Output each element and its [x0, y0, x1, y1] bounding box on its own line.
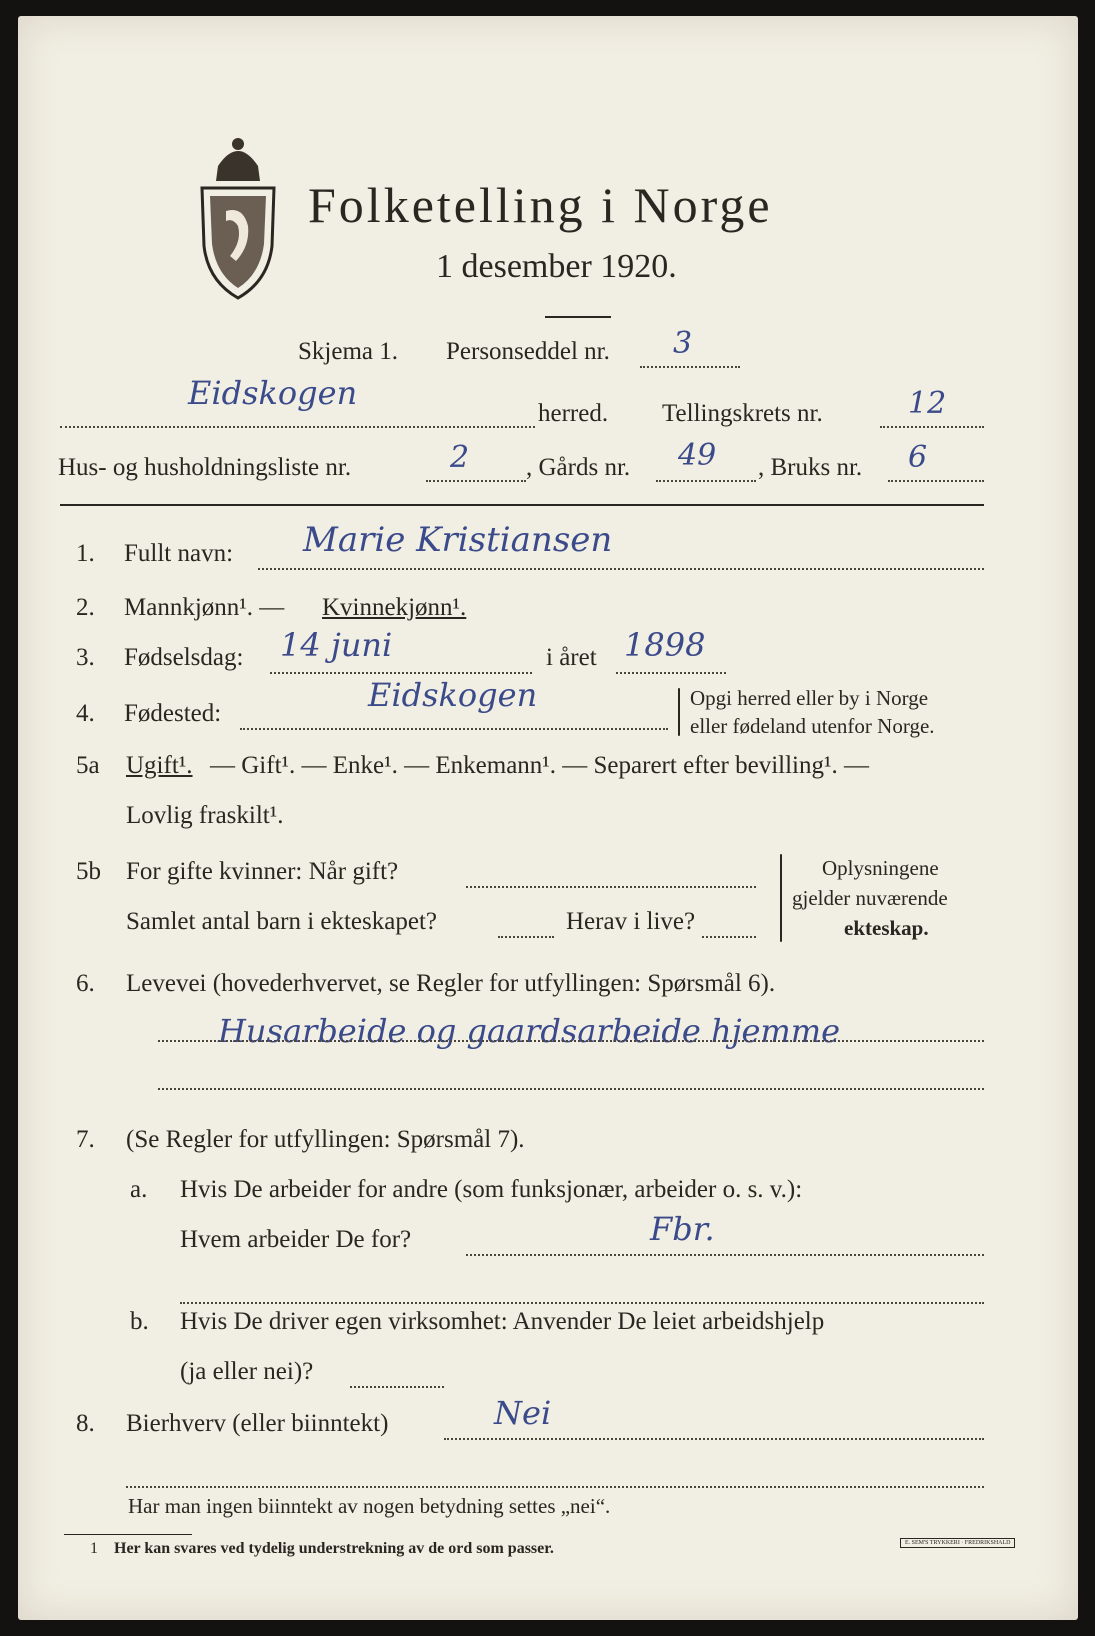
- q5b-note-2: gjelder nuværende: [792, 886, 948, 910]
- q3-number: 3.: [76, 644, 95, 671]
- herred-label: herred.: [538, 400, 609, 427]
- q5b-live-label: Herav i live?: [566, 908, 696, 935]
- nei-note: Har man ingen biinntekt av nogen betydning settes „nei“.: [128, 1494, 611, 1518]
- printer-stamp: E. SEM'S TRYKKERI · FREDRIKSHALD: [900, 1538, 1015, 1548]
- q4-note-1: Opgi herred eller by i Norge: [690, 686, 929, 710]
- divider: [545, 316, 611, 318]
- q4-line: [240, 728, 668, 730]
- q5b-barn-line: [498, 936, 554, 938]
- q4-note-2: eller fødeland utenfor Norge.: [690, 714, 935, 738]
- q7a-text: Hvis De arbeider for andre (som funksjonær, arbeider o. s. v.):: [180, 1176, 803, 1203]
- q6-line-1: [158, 1040, 984, 1042]
- header-rule: [60, 504, 984, 506]
- q3-label: Fødselsdag:: [124, 644, 244, 671]
- q5a-ugift: Ugift¹.: [126, 752, 193, 779]
- herred-line: [60, 426, 535, 428]
- q1-line: [258, 568, 984, 570]
- q1-label: Fullt navn:: [124, 540, 234, 567]
- tellingskrets-line: [880, 426, 984, 428]
- q8-value: Nei: [494, 1394, 552, 1432]
- q4-number: 4.: [76, 700, 95, 727]
- q5a-fraskilt: Lovlig fraskilt¹.: [126, 802, 284, 829]
- q2-number: 2.: [76, 594, 95, 621]
- q8-line: [444, 1438, 984, 1440]
- census-form-page: [18, 16, 1078, 1620]
- q5b-note-1: Oplysningene: [822, 856, 939, 880]
- q6-label: Levevei (hovederhvervet, se Regler for utfyllingen: Spørsmål 6).: [126, 970, 776, 997]
- form-title: Folketelling i Norge: [308, 177, 773, 233]
- q3-line: [270, 672, 532, 674]
- bruks-line: [888, 480, 984, 482]
- q7-label: (Se Regler for utfyllingen: Spørsmål 7).: [126, 1126, 525, 1153]
- q7a-line: [466, 1254, 984, 1256]
- q2-female: Kvinnekjønn¹.: [322, 594, 467, 621]
- q4-brace: [678, 688, 680, 736]
- q5b-gift-line: [466, 886, 756, 888]
- q2-male: Mannkjønn¹. —: [124, 594, 285, 621]
- q5a-options: — Gift¹. — Enke¹. — Enkemann¹. — Separert efter bevilling¹. —: [210, 752, 869, 779]
- personseddel-label: Personseddel nr.: [446, 338, 610, 365]
- gards-value: 49: [678, 438, 717, 473]
- bruks-value: 6: [908, 440, 928, 475]
- skjema-label: Skjema 1.: [298, 338, 398, 365]
- q8-line-2: [126, 1486, 984, 1488]
- tellingskrets-value: 12: [908, 386, 947, 421]
- q5b-line-1: For gifte kvinner: Når gift?: [126, 858, 399, 885]
- q7a-line-2: [180, 1302, 984, 1304]
- q6-line-2: [158, 1088, 984, 1090]
- q6-number: 6.: [76, 970, 95, 997]
- q5b-number: 5b: [76, 858, 101, 885]
- q5a-number: 5a: [76, 752, 100, 779]
- q7a-letter: a.: [130, 1176, 148, 1203]
- q6-value: Husarbeide og gaardsarbeide hjemme: [218, 1012, 841, 1050]
- q7a-value: Fbr.: [650, 1210, 715, 1248]
- q3-year-value: 1898: [624, 626, 706, 664]
- q7b-question: (ja eller nei)?: [180, 1358, 314, 1385]
- personseddel-value: 3: [673, 326, 693, 361]
- q1-number: 1.: [76, 540, 95, 567]
- q1-value: Marie Kristiansen: [303, 520, 613, 560]
- q5b-live-line: [702, 936, 756, 938]
- gards-line: [656, 480, 756, 482]
- tellingskrets-label: Tellingskrets nr.: [662, 400, 823, 427]
- q8-number: 8.: [76, 1410, 95, 1437]
- herred-value: Eidskogen: [188, 374, 358, 412]
- q7b-letter: b.: [130, 1308, 149, 1335]
- q3-value: 14 juni: [280, 626, 393, 664]
- q5b-brace: [780, 854, 782, 942]
- q4-value: Eidskogen: [368, 676, 538, 714]
- q4-label: Fødested:: [124, 700, 222, 727]
- q3-year-line: [616, 672, 726, 674]
- husholdningsliste-line: [426, 480, 526, 482]
- husholdningsliste-value: 2: [450, 440, 470, 475]
- husholdningsliste-label: Hus- og husholdningsliste nr.: [58, 454, 352, 481]
- gards-label: , Gårds nr.: [526, 454, 631, 481]
- q7b-line: [350, 1386, 444, 1388]
- q3-year-label: i året: [546, 644, 597, 671]
- footnote-number: 1: [90, 1540, 98, 1557]
- personseddel-line: [640, 366, 740, 368]
- q7b-text: Hvis De driver egen virksomhet: Anvender De leiet arbeidshjelp: [180, 1308, 825, 1335]
- q7-number: 7.: [76, 1126, 95, 1153]
- q5b-note-3: ekteskap.: [844, 916, 929, 940]
- form-date: 1 desember 1920.: [436, 248, 677, 285]
- q7a-question: Hvem arbeider De for?: [180, 1226, 412, 1253]
- footnote-text: Her kan svares ved tydelig understrekning av de ord som passer.: [114, 1540, 554, 1557]
- q8-label: Bierhverv (eller biinntekt): [126, 1410, 389, 1437]
- q5b-barn-label: Samlet antal barn i ekteskapet?: [126, 908, 437, 935]
- footnote-rule: [64, 1534, 192, 1535]
- coat-of-arms-icon: [188, 126, 288, 306]
- bruks-label: , Bruks nr.: [758, 454, 863, 481]
